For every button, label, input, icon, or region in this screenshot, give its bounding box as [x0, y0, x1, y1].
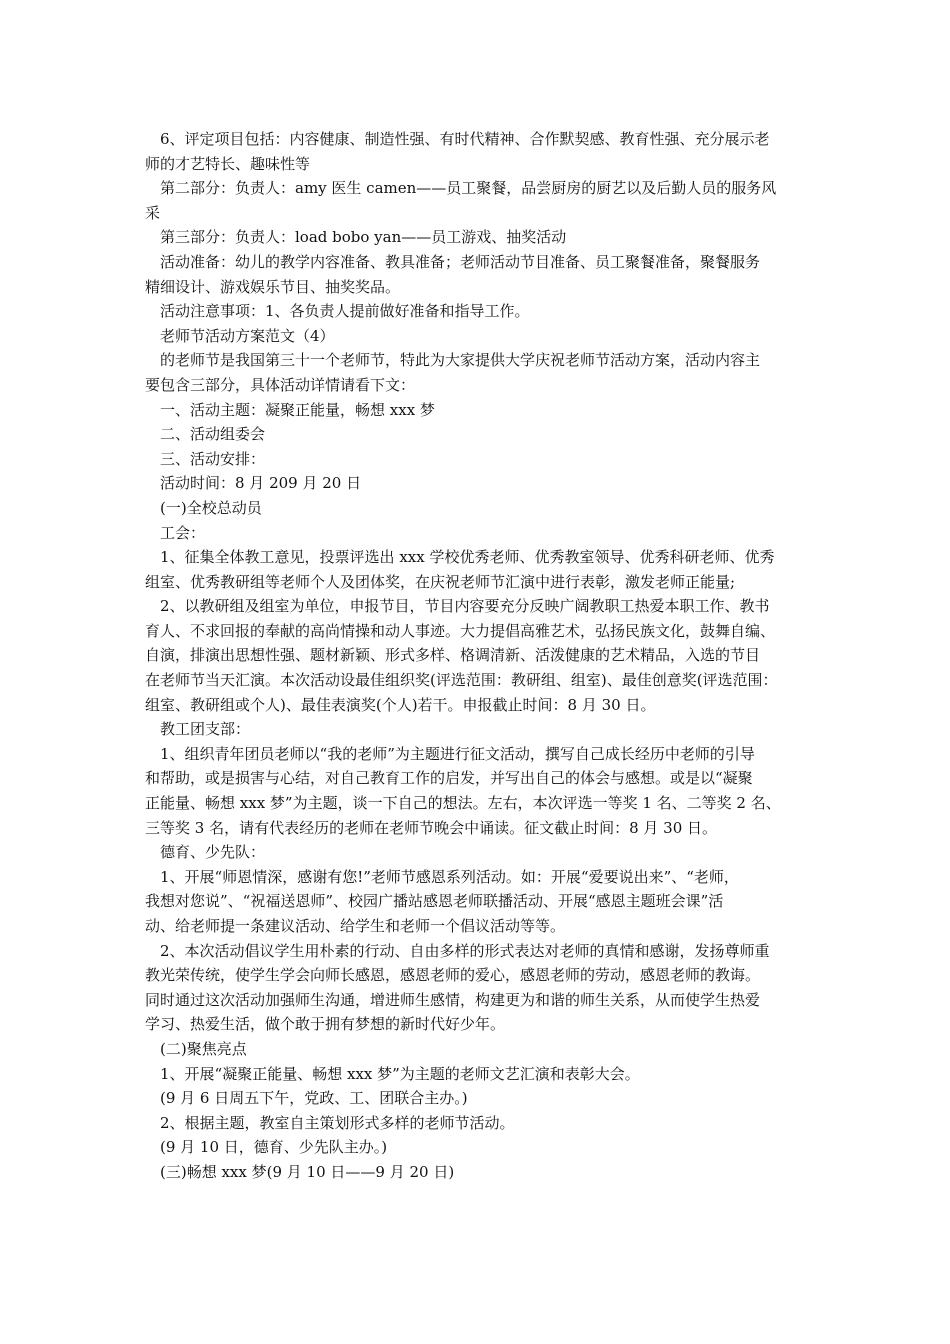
section-heading: 老师节活动方案范文（4）: [160, 326, 335, 345]
text-line: 1、开展“凝聚正能量、畅想 xxx 梦”为主题的老师文艺汇演和表彰大会。: [160, 1064, 640, 1083]
text-line: 活动准备：幼儿的教学内容准备、教具准备；老师活动节目准备、员工聚餐准备，聚餐服务: [160, 252, 761, 271]
text-line: 第二部分：负责人：amy 医生 camen——员工聚餐，品尝厨房的厨艺以及后勤人员的服务风: [160, 179, 777, 198]
text-line: 组室、教研组或个人)、最佳表演奖(个人)若干。申报截止时间：8 月 30 日。: [145, 695, 656, 714]
text-line: (一)全校总动员: [160, 498, 262, 517]
text-line: 6、评定项目包括：内容健康、制造性强、有时代精神、合作默契感、教育性强、充分展示老: [160, 130, 770, 148]
text-line: 动、给老师提一条建议活动、给学生和老师一个倡议活动等等。: [145, 917, 566, 935]
text-line: 第三部分：负责人：load bobo yan——员工游戏、抽奖活动: [160, 228, 567, 247]
text-line: (二)聚焦亮点: [160, 1039, 247, 1058]
text-line: 2、以教研组及组室为单位，申报节目，节目内容要充分反映广阔教职工热爱本职工作、教书: [160, 597, 770, 616]
text-line: 1、征集全体教工意见，投票评选出 xxx 学校优秀老师、优秀教室领导、优秀科研老师、优秀: [160, 548, 775, 567]
text-line: 同时通过这次活动加强师生沟通，增进师生感情，构建更为和谐的师生关系，从而使学生热爱: [145, 990, 761, 1009]
text-line: 1、开展“师恩情深，感谢有您!”老师节感恩系列活动。如：开展“爱要说出来”、“老师，: [160, 867, 739, 886]
text-line: 三等奖 3 名，请有代表经历的老师在老师节晚会中诵读。征文截止时间：8 月 30 日。: [145, 818, 718, 837]
text-line: 学习、热爱生活，做个敢于拥有梦想的新时代好少年。: [145, 1015, 506, 1034]
text-line: 活动注意事项：1、各负责人提前做好准备和指导工作。: [160, 302, 530, 321]
text-line: (三)畅想 xxx 梦(9 月 10 日——9 月 20 日): [160, 1162, 455, 1181]
text-line: 二、活动组委会: [160, 425, 266, 444]
text-line: 一、活动主题：凝聚正能量，畅想 xxx 梦: [160, 400, 435, 419]
document-body: [145, 127, 810, 1185]
text-line: 2、根据主题，教室自主策划形式多样的老师节活动。: [160, 1113, 515, 1132]
text-line: 教光荣传统，使学生学会向师长感恩，感恩老师的爱心，感恩老师的劳动，感恩老师的教诲。: [145, 966, 761, 985]
text-line: 2、本次活动倡议学生用朴素的行动、自由多样的形式表达对老师的真情和感谢，发扬尊师重: [160, 941, 770, 960]
text-line: 自演，排演出思想性强、题材新颖、形式多样、格调清新、活泼健康的艺术精品，入选的节目: [145, 646, 761, 665]
text-line: 我想对您说”、“祝福送恩师”、校园广播站感恩老师联播活动、开展“感恩主题班会课”活: [145, 892, 724, 911]
text-line: 1、组织青年团员老师以“我的老师”为主题进行征文活动，撰写自己成长经历中老师的引导: [160, 744, 755, 763]
text-line: 要包含三部分，具体活动详情请看下文：: [145, 375, 416, 394]
text-line: 在老师节当天汇演。本次活动设最佳组织奖(评选范围：教研组、组室)、最佳创意奖(评选范围：: [145, 671, 778, 690]
text-line: 教工团支部：: [160, 720, 251, 739]
text-line: (9 月 6 日周五下午，党政、工、团联合主办。): [160, 1089, 468, 1108]
text-line: 采: [145, 203, 161, 222]
text-line: 工会：: [160, 523, 206, 542]
text-line: 三、活动安排：: [160, 449, 266, 468]
text-line: 的老师节是我国第三十一个老师节，特此为大家提供大学庆祝老师节活动方案，活动内容主: [160, 351, 761, 370]
text-line: 师的才艺特长、趣味性等: [145, 154, 311, 173]
text-line: 精细设计、游戏娱乐节目、抽奖奖品。: [145, 277, 401, 296]
text-line: 活动时间：8 月 209 月 20 日: [160, 474, 362, 493]
text-line: 育人、不求回报的奉献的高尚情操和动人事迹。大力提倡高雅艺术，弘扬民族文化，鼓舞自编、: [145, 621, 776, 640]
text-line: 和帮助，或是损害与心结，对自己教育工作的启发，并写出自己的体会与感想。或是以“凝聚: [145, 769, 753, 788]
text-line: 德育、少先队：: [160, 843, 266, 862]
text-line: 正能量、畅想 xxx 梦”为主题，谈一下自己的想法。左右，本次评选一等奖 1 名、二等奖 2 名、: [145, 794, 781, 813]
text-line: (9 月 10 日，德育、少先队主办。): [160, 1138, 388, 1157]
text-line: 组室、优秀教研组等老师个人及团体奖，在庆祝老师节汇演中进行表彰，激发老师正能量;: [145, 572, 736, 591]
